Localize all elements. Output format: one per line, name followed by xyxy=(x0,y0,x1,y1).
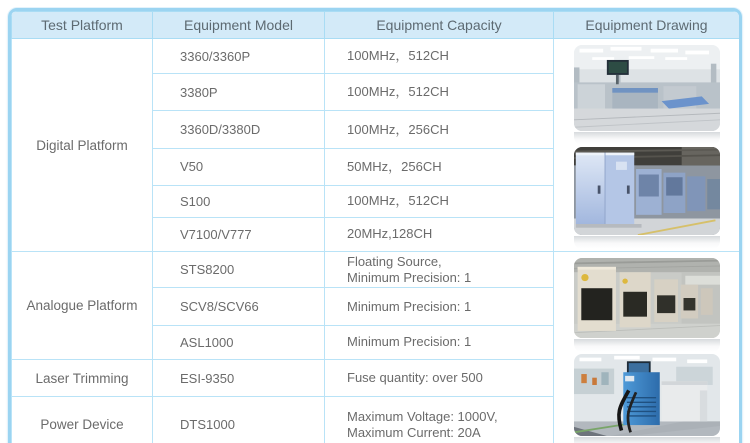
capacity-cell xyxy=(325,217,554,251)
capacity-line: Fuse quantity: over 500 xyxy=(347,370,483,386)
blue-tester-machine-photo xyxy=(574,354,720,436)
model-cell: V50 xyxy=(153,148,325,185)
capacity-line: 100MHz，512CH xyxy=(347,193,449,209)
equipment-table-grid xyxy=(11,11,740,443)
capacity-line: Minimum Precision: 1 xyxy=(347,269,472,285)
model-cell: 3380P xyxy=(153,74,325,111)
capacity-cell xyxy=(325,252,554,288)
capacity-line: Maximum Current: 20A xyxy=(347,424,481,440)
capacity-cell xyxy=(325,74,554,111)
model-cell: 3360D/3380D xyxy=(153,111,325,148)
platform-cell-laser-trimming: Laser Trimming xyxy=(12,359,153,396)
photo-reflection xyxy=(574,236,720,249)
capacity-line: 100MHz，512CH xyxy=(347,84,449,100)
model-cell: SCV8/SCV66 xyxy=(153,288,325,325)
capacity-cell xyxy=(325,111,554,148)
digital-test-floor-photo xyxy=(574,45,720,131)
blue-cabinet-line-photo xyxy=(574,147,720,235)
column-header-equipment-model: Equipment Model xyxy=(153,12,325,39)
photo-reflection xyxy=(574,132,720,145)
model-cell: STS8200 xyxy=(153,252,325,288)
capacity-cell xyxy=(325,148,554,185)
capacity-line: 50MHz，256CH xyxy=(347,158,442,174)
column-header-test-platform: Test Platform xyxy=(12,12,153,39)
table-row xyxy=(12,252,740,288)
model-cell: S100 xyxy=(153,185,325,217)
platform-cell-analogue: Analogue Platform xyxy=(12,252,153,360)
column-header-equipment-drawing: Equipment Drawing xyxy=(554,12,740,39)
platform-cell-digital: Digital Platform xyxy=(12,39,153,252)
capacity-cell xyxy=(325,359,554,396)
platform-cell-power-device: Power Device xyxy=(12,397,153,443)
column-header-equipment-capacity: Equipment Capacity xyxy=(325,12,554,39)
capacity-line: Floating Source, xyxy=(347,253,442,269)
model-cell: DTS1000 xyxy=(153,397,325,443)
model-cell: V7100/V777 xyxy=(153,217,325,251)
capacity-line: 100MHz，256CH xyxy=(347,121,449,137)
capacity-cell xyxy=(325,397,554,443)
photo-reflection xyxy=(574,437,720,443)
equipment-table xyxy=(8,8,742,443)
header-row xyxy=(12,12,740,39)
capacity-line: Minimum Precision: 1 xyxy=(347,298,472,314)
capacity-cell xyxy=(325,39,554,74)
digital-photo-stack xyxy=(554,43,739,249)
capacity-cell xyxy=(325,325,554,359)
drawing-cell-analogue-laser-power xyxy=(554,252,740,443)
capacity-cell xyxy=(325,185,554,217)
table-row xyxy=(12,39,740,74)
model-cell: 3360/3360P xyxy=(153,39,325,74)
photo-reflection xyxy=(574,339,720,352)
drawing-cell-digital xyxy=(554,39,740,252)
capacity-cell xyxy=(325,288,554,325)
capacity-line: 20MHz,128CH xyxy=(347,226,433,242)
capacity-line: 100MHz，512CH xyxy=(347,48,449,64)
model-cell: ESI-9350 xyxy=(153,359,325,396)
white-cabinet-row-photo xyxy=(574,258,720,338)
analogue-photo-stack xyxy=(554,256,739,443)
capacity-line: Maximum Voltage: 1000V, xyxy=(347,408,498,424)
capacity-line: Minimum Precision: 1 xyxy=(347,334,472,350)
model-cell: ASL1000 xyxy=(153,325,325,359)
